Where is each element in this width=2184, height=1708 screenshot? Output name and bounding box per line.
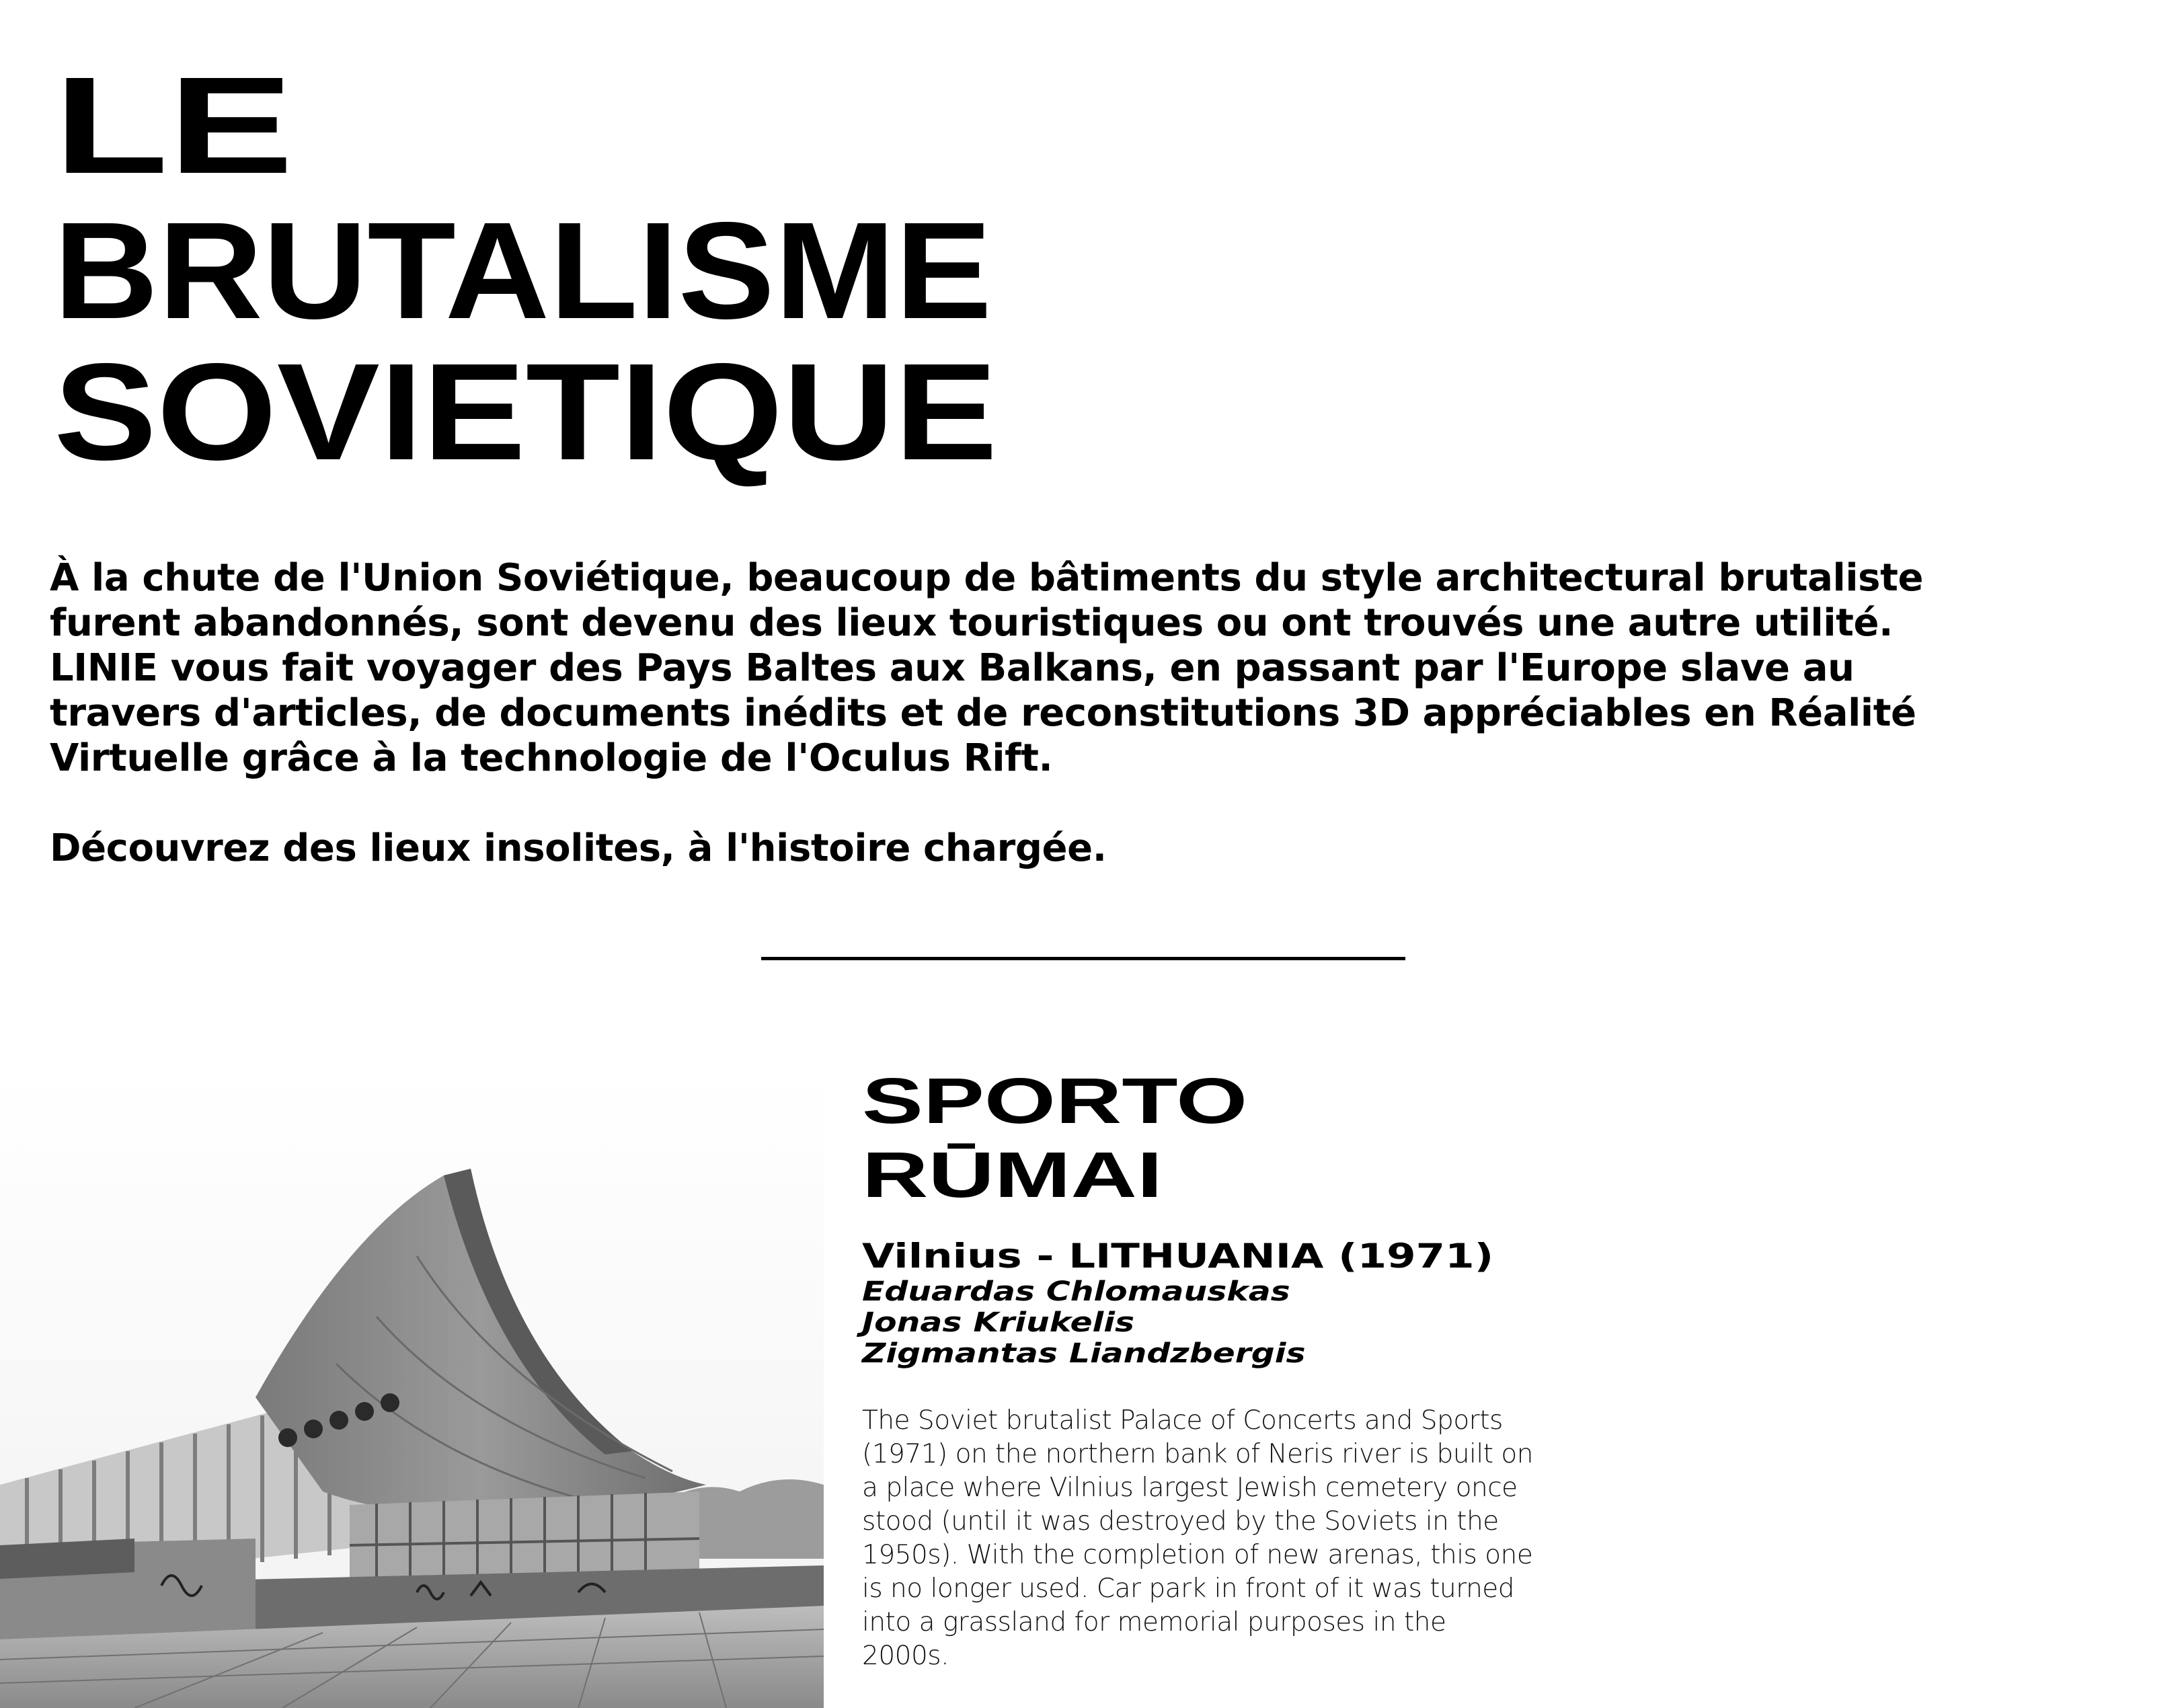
title-line-3: SOVIETIQUE bbox=[54, 335, 998, 489]
description-line: 2000s. bbox=[862, 1641, 949, 1671]
feature-description bbox=[862, 1404, 1568, 1673]
architect-name: Jonas Kriukelis bbox=[862, 1307, 1135, 1338]
intro-tagline: Découvrez des lieux insolites, à l'histoire chargée. bbox=[50, 826, 1107, 870]
description-line: stood (until it was destroyed by the Soviets in the bbox=[862, 1506, 1499, 1537]
section-divider bbox=[761, 957, 1405, 960]
description-line: a place where Vilnius largest Jewish cemetery once bbox=[862, 1473, 1518, 1503]
description-line: into a grassland for memorial purposes in the bbox=[862, 1607, 1446, 1637]
title-line-2: BRUTALISME bbox=[54, 194, 992, 348]
intro-line: Virtuelle grâce à la technologie de l'Oculus Rift. bbox=[50, 736, 1053, 780]
title-line-1: LE bbox=[54, 48, 294, 202]
architect-name: Eduardas Chlomauskas bbox=[862, 1276, 1290, 1307]
description-line: 1950s). With the completion of new arenas, this one bbox=[862, 1540, 1533, 1570]
description-line: The Soviet brutalist Palace of Concerts and Sports bbox=[862, 1405, 1503, 1436]
feature-title-line-1: SPORTO bbox=[862, 1065, 1248, 1137]
architect-name: Zigmantas Liandzbergis bbox=[862, 1338, 1306, 1369]
description-line: is no longer used. Car park in front of it was turned bbox=[862, 1574, 1515, 1604]
feature-title-line-2: RŪMAI bbox=[862, 1139, 1163, 1211]
intro-line: furent abandonnés, sont devenu des lieux touristiques ou ont trouvés une autre utilité. bbox=[50, 601, 1893, 645]
description-line: (1971) on the northern bank of Neris river is built on bbox=[862, 1439, 1533, 1469]
intro-paragraph bbox=[50, 555, 1924, 871]
building-photo bbox=[0, 1075, 824, 1708]
intro-line: travers d'articles, de documents inédits et de reconstitutions 3D appréciables en Réalité bbox=[50, 691, 1916, 735]
intro-line: À la chute de l'Union Soviétique, beaucoup de bâtiments du style architectural brutaliste bbox=[50, 556, 1924, 600]
feature-location: Vilnius - LITHUANIA (1971) bbox=[862, 1237, 1494, 1276]
intro-line: LINIE vous fait voyager des Pays Baltes aux Balkans, en passant par l'Europe slave au bbox=[50, 646, 1855, 690]
feature-meta bbox=[862, 1236, 1494, 1369]
